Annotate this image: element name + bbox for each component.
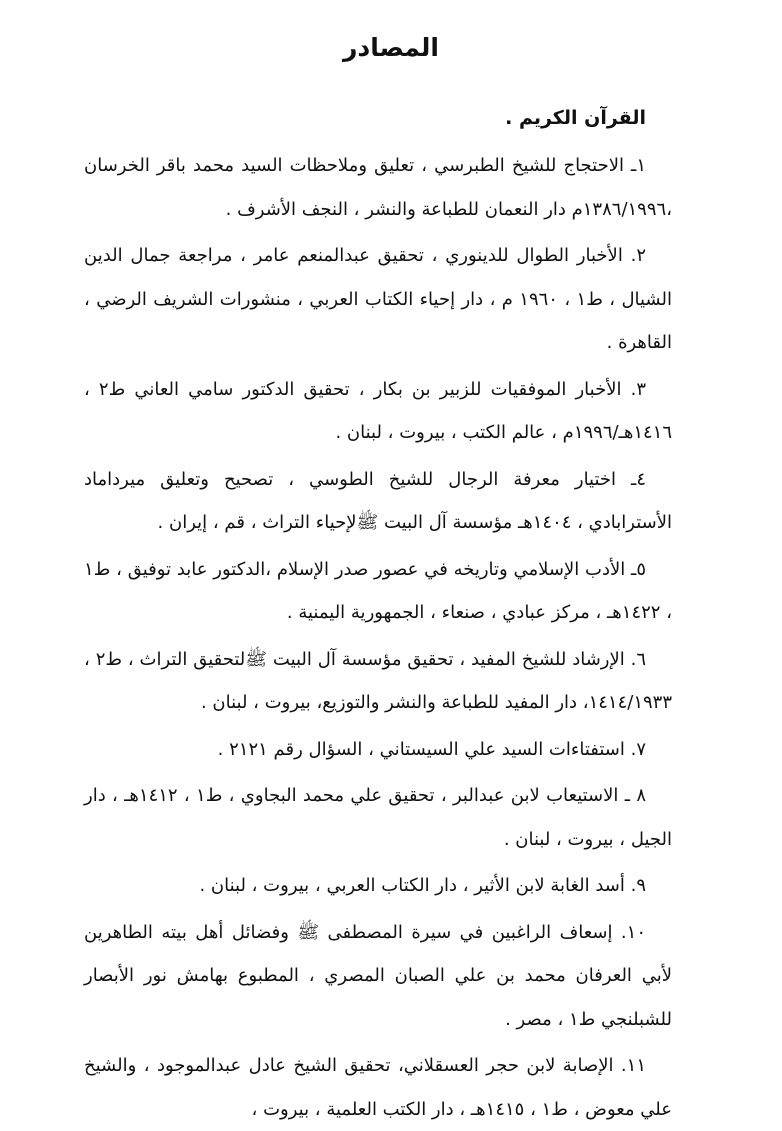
reference-entry-3: ٣. الأخبار الموفقيات للزبير بن بكار ، تحقيق الدكتور سامي العاني ط٢ ، ١٤١٦هـ/١٩٩٦م ، عالم الكتب ، بيروت ، لبنان . (84, 378, 672, 443)
reference-entry-8: ٨ ـ الاستيعاب لابن عبدالبر ، تحقيق علي محمد البجاوي ، ط١ ، ١٤١٢هـ ، دار الجيل ، بيروت ، لبنان . (84, 785, 672, 850)
page-title: المصادر (343, 33, 439, 62)
reference-entry-5: ٥ـ الأدب الإسلامي وتاريخه في عصور صدر الإسلام ،الدكتور عابد توفيق ، ط١ ، ١٤٢٢هـ ، مركز عبادي ، صنعاء ، الجمهورية اليمنية . (84, 558, 672, 623)
reference-entry-4: ٤ـ اختيار معرفة الرجال للشيخ الطوسي ، تصحيح وتعليق ميرداماد الأسترابادي ، ١٤٠٤هـ مؤسسة آل البيت ﷺلإحياء التراث ، قم ، إيران . (84, 468, 672, 533)
reference-entry-1: ١ـ الاحتجاج للشيخ الطبرسي ، تعليق وملاحظات السيد محمد باقر الخرسان ،١٣٨٦/١٩٩٦م دار النعمان للطباعة والنشر ، النجف الأشرف . (84, 155, 672, 220)
reference-entry-2: ٢. الأخبار الطوال للدينوري ، تحقيق عبدالمنعم عامر ، مراجعة جمال الدين الشيال ، ط١ ، ١٩٦٠ م ، دار إحياء الكتاب العربي ، منشورات الشريف الرضي ، القاهرة . (84, 245, 672, 353)
references-list (84, 96, 672, 1131)
reference-entry-6: ٦. الإرشاد للشيخ المفيد ، تحقيق مؤسسة آل البيت ﷺلتحقيق التراث ، ط٢ ، ١٤١٤/١٩٣٣، دار المفيد للطباعة والنشر والتوزيع، بيروت ، لبنان . (84, 648, 672, 713)
reference-entry-9: ٩. أسد الغابة لابن الأثير ، دار الكتاب العربي ، بيروت ، لبنان . (199, 875, 646, 896)
reference-entry-11: ١١. الإصابة لابن حجر العسقلاني، تحقيق الشيخ عادل عبدالموجود ، والشيخ علي معوض ، ط١ ، ١٤١٥هـ ، دار الكتب العلمية ، بيروت ، (84, 1055, 672, 1120)
reference-entry-10: ١٠. إسعاف الراغبين في سيرة المصطفى ﷺ وفضائل أهل بيته الطاهرين لأبي العرفان محمد بن علي الصبان المصري ، المطبوع بهامش نور الأبصار للشبلنجي ط١ ، مصر . (84, 921, 672, 1030)
reference-entry-7: ٧. استفتاءات السيد علي السيستاني ، السؤال رقم ٢١٢١ . (217, 738, 646, 760)
reference-quran: القرآن الكريم . (505, 107, 646, 129)
